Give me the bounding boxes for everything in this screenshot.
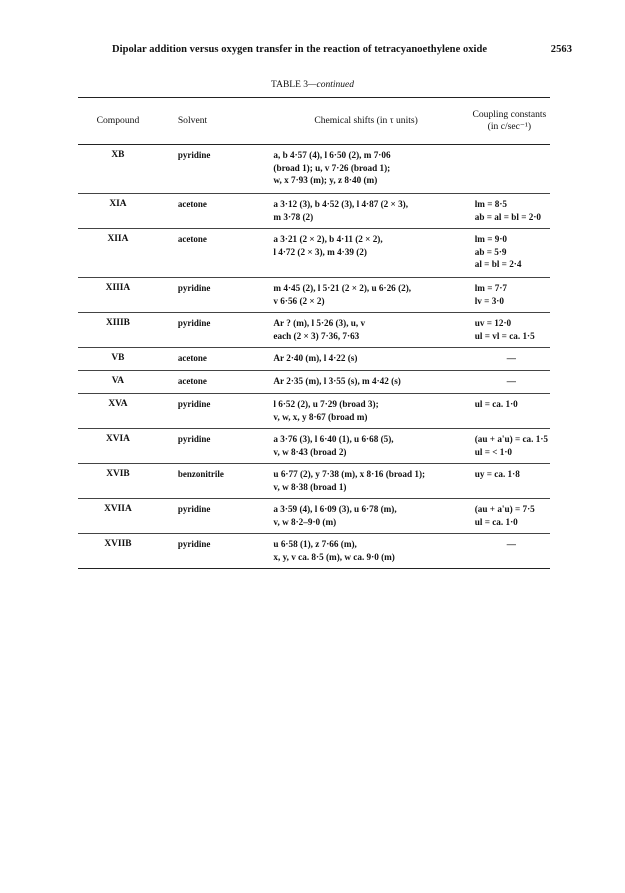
- cell-compound: XVIA: [78, 429, 158, 464]
- coupling-line: ul = ca. 1·0: [474, 516, 518, 527]
- coupling-line: —: [506, 353, 516, 363]
- coupling-line: ab = al = bl = 2·0: [474, 211, 541, 222]
- shift-line: (broad 1); u, v 7·26 (broad 1);: [273, 162, 391, 173]
- coupling-line: lm = 9·0: [474, 234, 508, 244]
- cell-solvent: pyridine: [158, 534, 264, 569]
- cell-shifts: [263, 371, 468, 394]
- cell-shifts: [263, 313, 468, 348]
- cell-solvent: acetone: [158, 229, 264, 278]
- cell-coupling: [469, 313, 550, 348]
- header-coupling-line2: (in c/sec⁻¹): [487, 121, 532, 132]
- table-caption: [0, 80, 625, 90]
- cell-coupling: [469, 464, 550, 499]
- shift-line: v, w, x, y 8·67 (broad m): [273, 411, 368, 422]
- cell-coupling: [469, 394, 550, 429]
- coupling-line: al = bl = 2·4: [474, 259, 522, 269]
- cell-coupling: [469, 499, 550, 534]
- coupling-line: —: [506, 539, 516, 549]
- cell-shifts: [263, 278, 468, 313]
- table-row: [78, 499, 550, 534]
- running-head-title: Dipolar addition versus oxygen transfer in the reaction of tetracyanoethylene oxide: [112, 44, 488, 55]
- cell-shifts: [263, 464, 468, 499]
- shift-line: m 3·78 (2): [273, 211, 314, 222]
- shift-line: a, b 4·57 (4), l 6·50 (2), m 7·06: [273, 150, 391, 160]
- shift-line: a 3·12 (3), b 4·52 (3), l 4·87 (2 × 3),: [273, 199, 409, 209]
- cell-compound: XVIIA: [78, 499, 158, 534]
- cell-shifts: [263, 429, 468, 464]
- cell-coupling: [469, 371, 550, 394]
- cell-coupling: [469, 194, 550, 229]
- header-compound: Compound: [78, 98, 158, 145]
- cell-compound: XVA: [78, 394, 158, 429]
- table-row: [78, 194, 550, 229]
- coupling-line: ul = vl = ca. 1·5: [474, 330, 535, 341]
- cell-compound: XB: [78, 145, 158, 194]
- cell-solvent: pyridine: [158, 313, 264, 348]
- shift-line: a 3·76 (3), l 6·40 (1), u 6·68 (5),: [273, 434, 394, 444]
- coupling-line: uv = 12·0: [474, 318, 512, 328]
- page-number: 2563: [550, 44, 572, 55]
- running-head: [112, 44, 572, 55]
- table-row: [78, 229, 550, 278]
- table-row: [78, 278, 550, 313]
- shift-line: v, w 8·43 (broad 2): [273, 446, 347, 457]
- cell-coupling: [469, 145, 550, 194]
- table-continued: —continued: [308, 80, 354, 90]
- table-row: [78, 371, 550, 394]
- coupling-line: —: [506, 376, 516, 386]
- header-solvent: Solvent: [158, 98, 264, 145]
- cell-solvent: benzonitrile: [158, 464, 264, 499]
- table-row: [78, 429, 550, 464]
- shift-line: x, y, v ca. 8·5 (m), w ca. 9·0 (m): [273, 551, 395, 562]
- cell-solvent: acetone: [158, 194, 264, 229]
- table-row: [78, 464, 550, 499]
- table-row: [78, 534, 550, 569]
- shift-line: u 6·58 (1), z 7·66 (m),: [273, 539, 357, 549]
- cell-shifts: [263, 534, 468, 569]
- cell-shifts: [263, 194, 468, 229]
- cell-coupling: [469, 429, 550, 464]
- coupling-line: ul = ca. 1·0: [474, 399, 518, 409]
- shift-line: Ar 2·40 (m), l 4·22 (s): [273, 353, 358, 363]
- cell-shifts: [263, 145, 468, 194]
- cell-compound: XIIIB: [78, 313, 158, 348]
- cell-compound: VA: [78, 371, 158, 394]
- cell-solvent: acetone: [158, 348, 264, 371]
- coupling-line: lv = 3·0: [474, 295, 504, 306]
- cell-shifts: [263, 229, 468, 278]
- cell-compound: XVIIB: [78, 534, 158, 569]
- cell-solvent: pyridine: [158, 145, 264, 194]
- shift-line: l 6·52 (2), u 7·29 (broad 3);: [273, 399, 379, 409]
- table-row: [78, 348, 550, 371]
- coupling-line: (au + a'u) = 7·5: [474, 504, 535, 514]
- table-row: [78, 313, 550, 348]
- shift-line: Ar 2·35 (m), l 3·55 (s), m 4·42 (s): [273, 376, 401, 386]
- cell-compound: XIIIA: [78, 278, 158, 313]
- shift-line: a 3·21 (2 × 2), b 4·11 (2 × 2),: [273, 234, 383, 244]
- shift-line: l 4·72 (2 × 3), m 4·39 (2): [273, 246, 367, 257]
- header-coupling-line1: Coupling constants: [472, 108, 547, 120]
- table-row: [78, 145, 550, 194]
- cell-shifts: [263, 499, 468, 534]
- shift-line: Ar ? (m), l 5·26 (3), u, v: [273, 318, 366, 328]
- cell-compound: XIA: [78, 194, 158, 229]
- coupling-line: ab = 5·9: [474, 246, 507, 257]
- cell-shifts: [263, 348, 468, 371]
- coupling-line: ul = < 1·0: [474, 446, 513, 457]
- header-chemical-shifts: Chemical shifts (in τ units): [263, 98, 468, 145]
- shift-line: each (2 × 3) 7·36, 7·63: [273, 330, 360, 341]
- shift-line: v, w 8·2–9·0 (m): [273, 516, 337, 527]
- coupling-line: lm = 8·5: [474, 199, 508, 209]
- coupling-line: lm = 7·7: [474, 283, 508, 293]
- cell-compound: XVIB: [78, 464, 158, 499]
- table-header-row: [78, 98, 550, 145]
- cell-coupling: [469, 229, 550, 278]
- cell-compound: XIIA: [78, 229, 158, 278]
- cell-coupling: [469, 278, 550, 313]
- shift-line: v, w 8·38 (broad 1): [273, 481, 347, 492]
- cell-coupling: [469, 348, 550, 371]
- cell-solvent: pyridine: [158, 278, 264, 313]
- cell-solvent: pyridine: [158, 499, 264, 534]
- shift-line: w, x 7·93 (m); y, z 8·40 (m): [273, 175, 378, 185]
- cell-coupling: [469, 534, 550, 569]
- coupling-line: uy = ca. 1·8: [474, 469, 520, 479]
- header-coupling-constants: [469, 98, 550, 145]
- cell-shifts: [263, 394, 468, 429]
- shift-line: v 6·56 (2 × 2): [273, 295, 325, 306]
- table-row: [78, 394, 550, 429]
- coupling-line: (au + a'u) = ca. 1·5: [474, 434, 548, 444]
- cell-solvent: pyridine: [158, 429, 264, 464]
- shift-line: a 3·59 (4), l 6·09 (3), u 6·78 (m),: [273, 504, 397, 514]
- shift-line: u 6·77 (2), y 7·38 (m), x 8·16 (broad 1);: [273, 469, 426, 479]
- cell-solvent: pyridine: [158, 394, 264, 429]
- shift-line: m 4·45 (2), l 5·21 (2 × 2), u 6·26 (2),: [273, 283, 412, 293]
- table-label: TABLE 3: [271, 80, 309, 90]
- cell-compound: VB: [78, 348, 158, 371]
- cell-solvent: acetone: [158, 371, 264, 394]
- nmr-data-table: [78, 97, 550, 569]
